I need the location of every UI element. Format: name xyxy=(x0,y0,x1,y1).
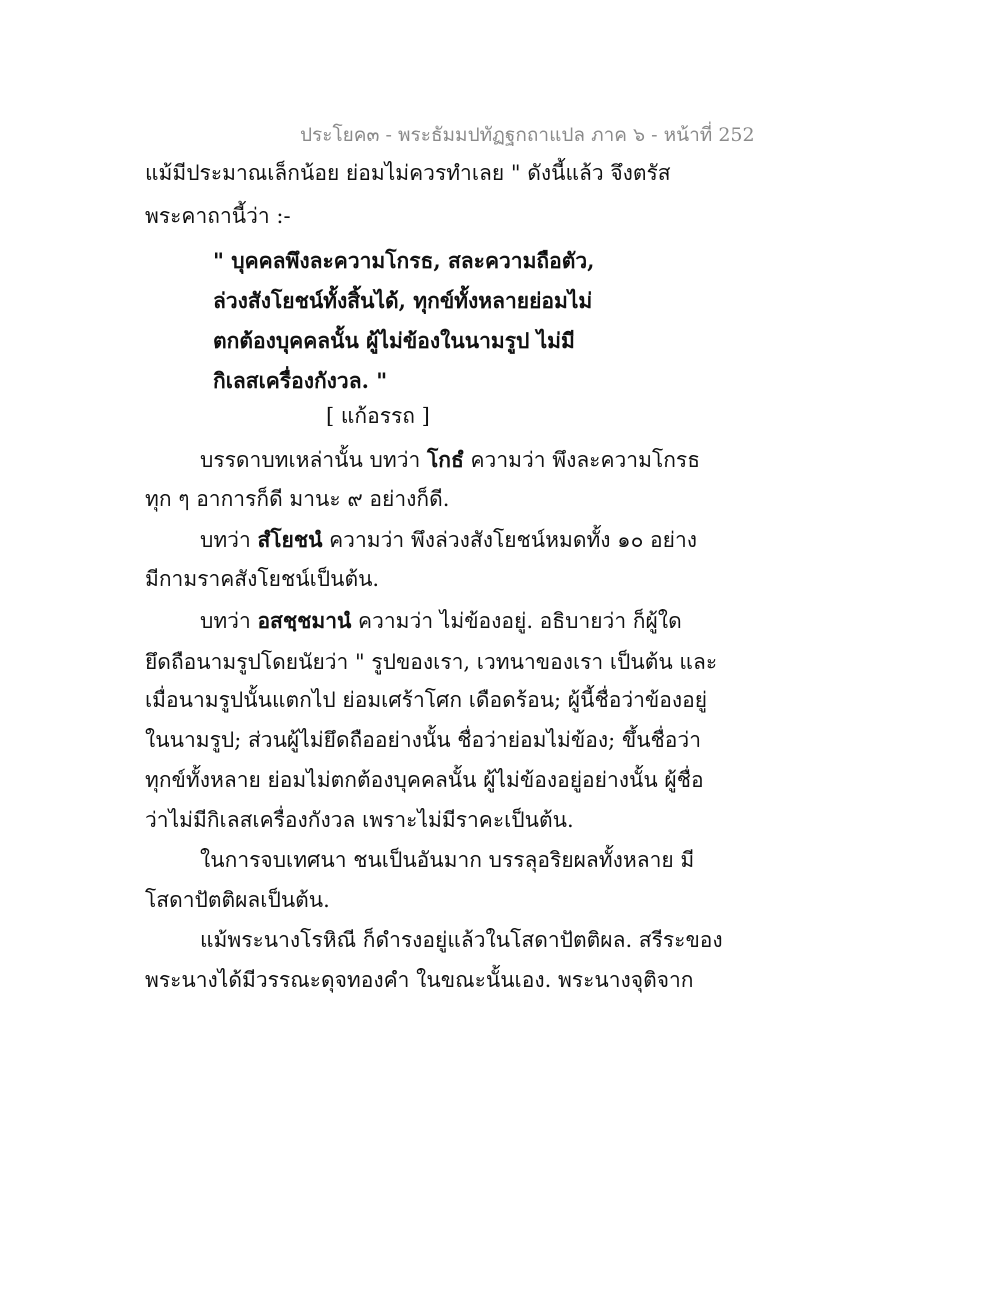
text-line: ยึดถือนามรูปโดยนัยว่า " รูปของเรา, เวทนาของเรา เป็นต้น และ xyxy=(145,650,718,674)
text-segment: บทว่า xyxy=(200,528,258,552)
text-line xyxy=(200,449,700,471)
verse-line: ตกต้องบุคคลนั้น ผู้ไม่ข้องในนามรูป ไม่มี xyxy=(213,328,575,353)
text-segment: ความว่า พึงล่วงสังโยชน์หมดทั้ง ๑๐ อย่าง xyxy=(322,528,698,552)
text-line: แม้พระนางโรหิณี ก็ดำรงอยู่แล้วในโสดาปัตติผล. สรีระของ xyxy=(200,928,723,952)
text-line: พระนางได้มีวรรณะดุจทองคำ ในขณะนั้นเอง. พระนางจุติจาก xyxy=(145,968,694,992)
pali-term: อสชฺชมานํ xyxy=(257,608,352,633)
pali-term: สํโยชนํ xyxy=(257,527,323,552)
text-line: เมื่อนามรูปนั้นแตกไป ย่อมเศร้าโศก เดือดร้อน; ผู้นี้ชื่อว่าข้องอยู่ xyxy=(145,688,708,712)
text-segment: ความว่า ไม่ข้องอยู่. อธิบายว่า ก็ผู้ใด xyxy=(351,609,682,633)
text-line: มีกามราคสังโยชน์เป็นต้น. xyxy=(145,567,380,591)
text-line: แม้มีประมาณเล็กน้อย ย่อมไม่ควรทำเลย " ดังนี้แล้ว จึงตรัส xyxy=(145,161,671,185)
verse-line: กิเลสเครื่องกังวล. " xyxy=(213,368,388,393)
text-line: ทุก ๆ อาการก็ดี มานะ ๙ อย่างก็ดี. xyxy=(145,487,450,511)
text-line xyxy=(200,610,682,632)
text-segment: ความว่า พึงละความโกรธ xyxy=(463,448,701,472)
pali-term: โกธํ xyxy=(427,447,464,472)
text-segment: บรรดาบทเหล่านั้น บทว่า xyxy=(200,448,427,472)
text-line: โสดาปัตติผลเป็นต้น. xyxy=(145,888,330,912)
text-line: ทุกข์ทั้งหลาย ย่อมไม่ตกต้องบุคคลนั้น ผู้ไม่ข้องอยู่อย่างนั้น ผู้ชื่อ xyxy=(145,768,704,792)
section-subheading: [ แก้อรรถ ] xyxy=(326,404,430,428)
verse-line: ล่วงสังโยชน์ทั้งสิ้นได้, ทุกข์ทั้งหลายย่อมไม่ xyxy=(213,288,593,313)
text-line xyxy=(200,529,697,551)
text-line: ว่าไม่มีกิเลสเครื่องกังวล เพราะไม่มีราคะเป็นต้น. xyxy=(145,808,574,832)
verse-line: " บุคคลพึงละความโกรธ, สละความถือตัว, xyxy=(213,248,595,273)
text-line: พระคาถานี้ว่า :- xyxy=(145,204,291,228)
text-line: ในการจบเทศนา ชนเป็นอันมาก บรรลุอริยผลทั้งหลาย มี xyxy=(200,848,695,872)
text-segment: บทว่า xyxy=(200,609,258,633)
text-line: ในนามรูป; ส่วนผู้ไม่ยึดถืออย่างนั้น ชื่อว่าย่อมไม่ข้อง; ขึ้นชื่อว่า xyxy=(145,728,701,752)
running-header-text: ประโยค๓ - พระธัมมปทัฏฐกถาแปล ภาค ๖ - หน้าที่ 252 xyxy=(300,124,755,146)
